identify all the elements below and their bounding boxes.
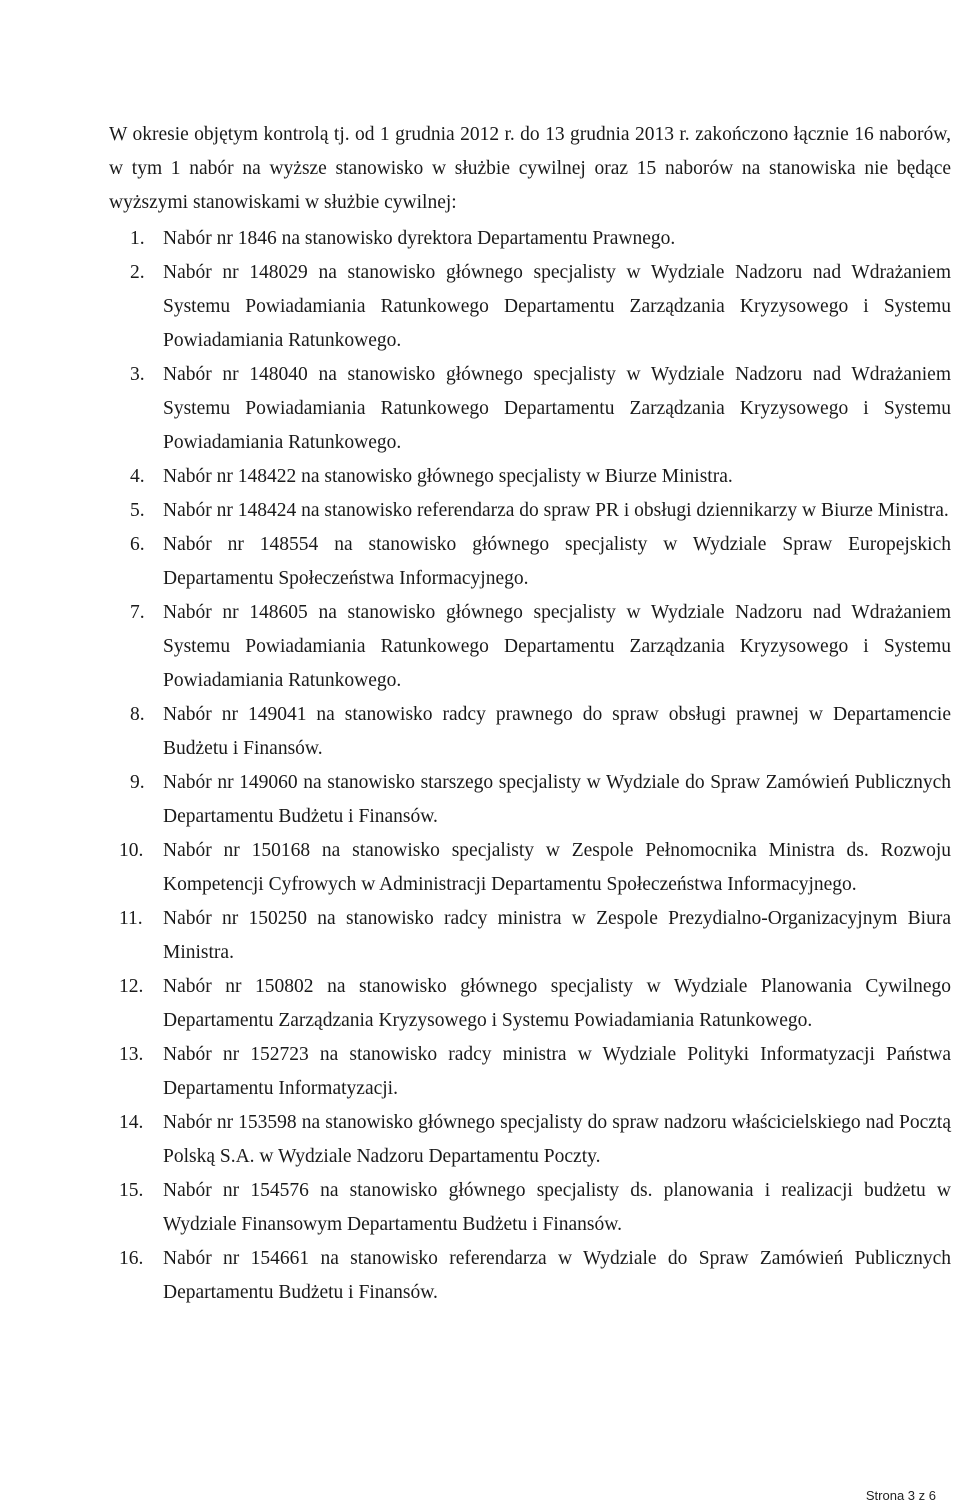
list-item: [109, 698, 951, 766]
recruitment-list: [109, 222, 951, 1310]
item-number: 9.: [130, 772, 145, 793]
list-item: [109, 256, 951, 358]
item-text: Nabór nr 148040 na stanowisko głównego specjalisty w Wydziale Nadzoru nad Wdrażaniem Systemu Powiadamiania Ratunkowego Departamentu Zarządzania Kryzysowego i Systemu Powiadamiania Ratunkowego.: [163, 364, 951, 453]
item-text: Nabór nr 150168 na stanowisko specjalisty w Zespole Pełnomocnika Ministra ds. Rozwoju Kompetencji Cyfrowych w Administracji Departamentu Społeczeństwa Informacyjnego.: [163, 840, 951, 895]
list-item: [109, 494, 951, 528]
item-number: 12.: [119, 976, 144, 997]
item-text: Nabór nr 154576 na stanowisko głównego specjalisty ds. planowania i realizacji budżetu w Wydziale Finansowym Departamentu Budżetu i Finansów.: [163, 1180, 951, 1235]
item-text: Nabór nr 148554 na stanowisko głównego specjalisty w Wydziale Spraw Europejskich Departamentu Społeczeństwa Informacyjnego.: [163, 534, 951, 589]
page-number: Strona 3 z 6: [865, 1488, 936, 1503]
item-number: 3.: [130, 364, 145, 385]
item-number: 16.: [119, 1248, 144, 1269]
item-number: 7.: [130, 602, 145, 623]
list-item: [109, 460, 951, 494]
item-number: 1.: [130, 228, 145, 249]
item-text: Nabór nr 152723 na stanowisko radcy ministra w Wydziale Polityki Informatyzacji Państwa Departamentu Informatyzacji.: [163, 1044, 951, 1099]
list-item: [109, 766, 951, 834]
list-item: [109, 1242, 951, 1310]
list-item: [109, 1174, 951, 1242]
list-item: [109, 528, 951, 596]
list-item: [109, 596, 951, 698]
list-item: [109, 970, 951, 1038]
item-number: 2.: [130, 262, 145, 283]
item-text: Nabór nr 149060 na stanowisko starszego specjalisty w Wydziale do Spraw Zamówień Publicznych Departamentu Budżetu i Finansów.: [163, 772, 951, 827]
item-number: 13.: [119, 1044, 144, 1065]
intro-paragraph: W okresie objętym kontrolą tj. od 1 grudnia 2012 r. do 13 grudnia 2013 r. zakończono łącznie 16 naborów, w tym 1 nabór na wyższe stanowisko w służbie cywilnej oraz 15 naborów na stanowiska nie będące wyższymi stanowiskami w służbie cywilnej:: [109, 124, 951, 213]
item-text: Nabór nr 148422 na stanowisko głównego specjalisty w Biurze Ministra.: [163, 466, 733, 487]
list-item: [109, 1038, 951, 1106]
item-text: Nabór nr 150802 na stanowisko głównego specjalisty w Wydziale Planowania Cywilnego Departamentu Zarządzania Kryzysowego i Systemu Powiadamiania Ratunkowego.: [163, 976, 951, 1031]
item-text: Nabór nr 154661 na stanowisko referendarza w Wydziale do Spraw Zamówień Publicznych Departamentu Budżetu i Finansów.: [163, 1248, 951, 1303]
list-item: [109, 1106, 951, 1174]
item-text: Nabór nr 148029 na stanowisko głównego specjalisty w Wydziale Nadzoru nad Wdrażaniem Systemu Powiadamiania Ratunkowego Departamentu Zarządzania Kryzysowego i Systemu Powiadamiania Ratunkowego.: [163, 262, 951, 351]
item-text: Nabór nr 148605 na stanowisko głównego specjalisty w Wydziale Nadzoru nad Wdrażaniem Systemu Powiadamiania Ratunkowego Departamentu Zarządzania Kryzysowego i Systemu Powiadamiania Ratunkowego.: [163, 602, 951, 691]
list-item: [109, 902, 951, 970]
item-number: 6.: [130, 534, 145, 555]
item-number: 8.: [130, 704, 145, 725]
item-number: 14.: [119, 1112, 144, 1133]
list-item: [109, 834, 951, 902]
item-text: Nabór nr 1846 na stanowisko dyrektora Departamentu Prawnego.: [163, 228, 676, 249]
item-number: 15.: [119, 1180, 144, 1201]
item-text: Nabór nr 149041 na stanowisko radcy prawnego do spraw obsługi prawnej w Departamencie Budżetu i Finansów.: [163, 704, 951, 759]
list-item: [109, 222, 951, 256]
item-number: 4.: [130, 466, 145, 487]
item-number: 11.: [119, 908, 143, 929]
item-number: 10.: [119, 840, 144, 861]
list-item: [109, 358, 951, 460]
item-text: Nabór nr 153598 na stanowisko głównego specjalisty do spraw nadzoru właścicielskiego nad Pocztą Polską S.A. w Wydziale Nadzoru Departamentu Poczty.: [163, 1112, 951, 1167]
item-text: Nabór nr 150250 na stanowisko radcy ministra w Zespole Prezydialno-Organizacyjnym Biura Ministra.: [163, 908, 951, 963]
item-number: 5.: [130, 500, 145, 521]
item-text: Nabór nr 148424 na stanowisko referendarza do spraw PR i obsługi dziennikarzy w Biurze Ministra.: [163, 500, 949, 521]
